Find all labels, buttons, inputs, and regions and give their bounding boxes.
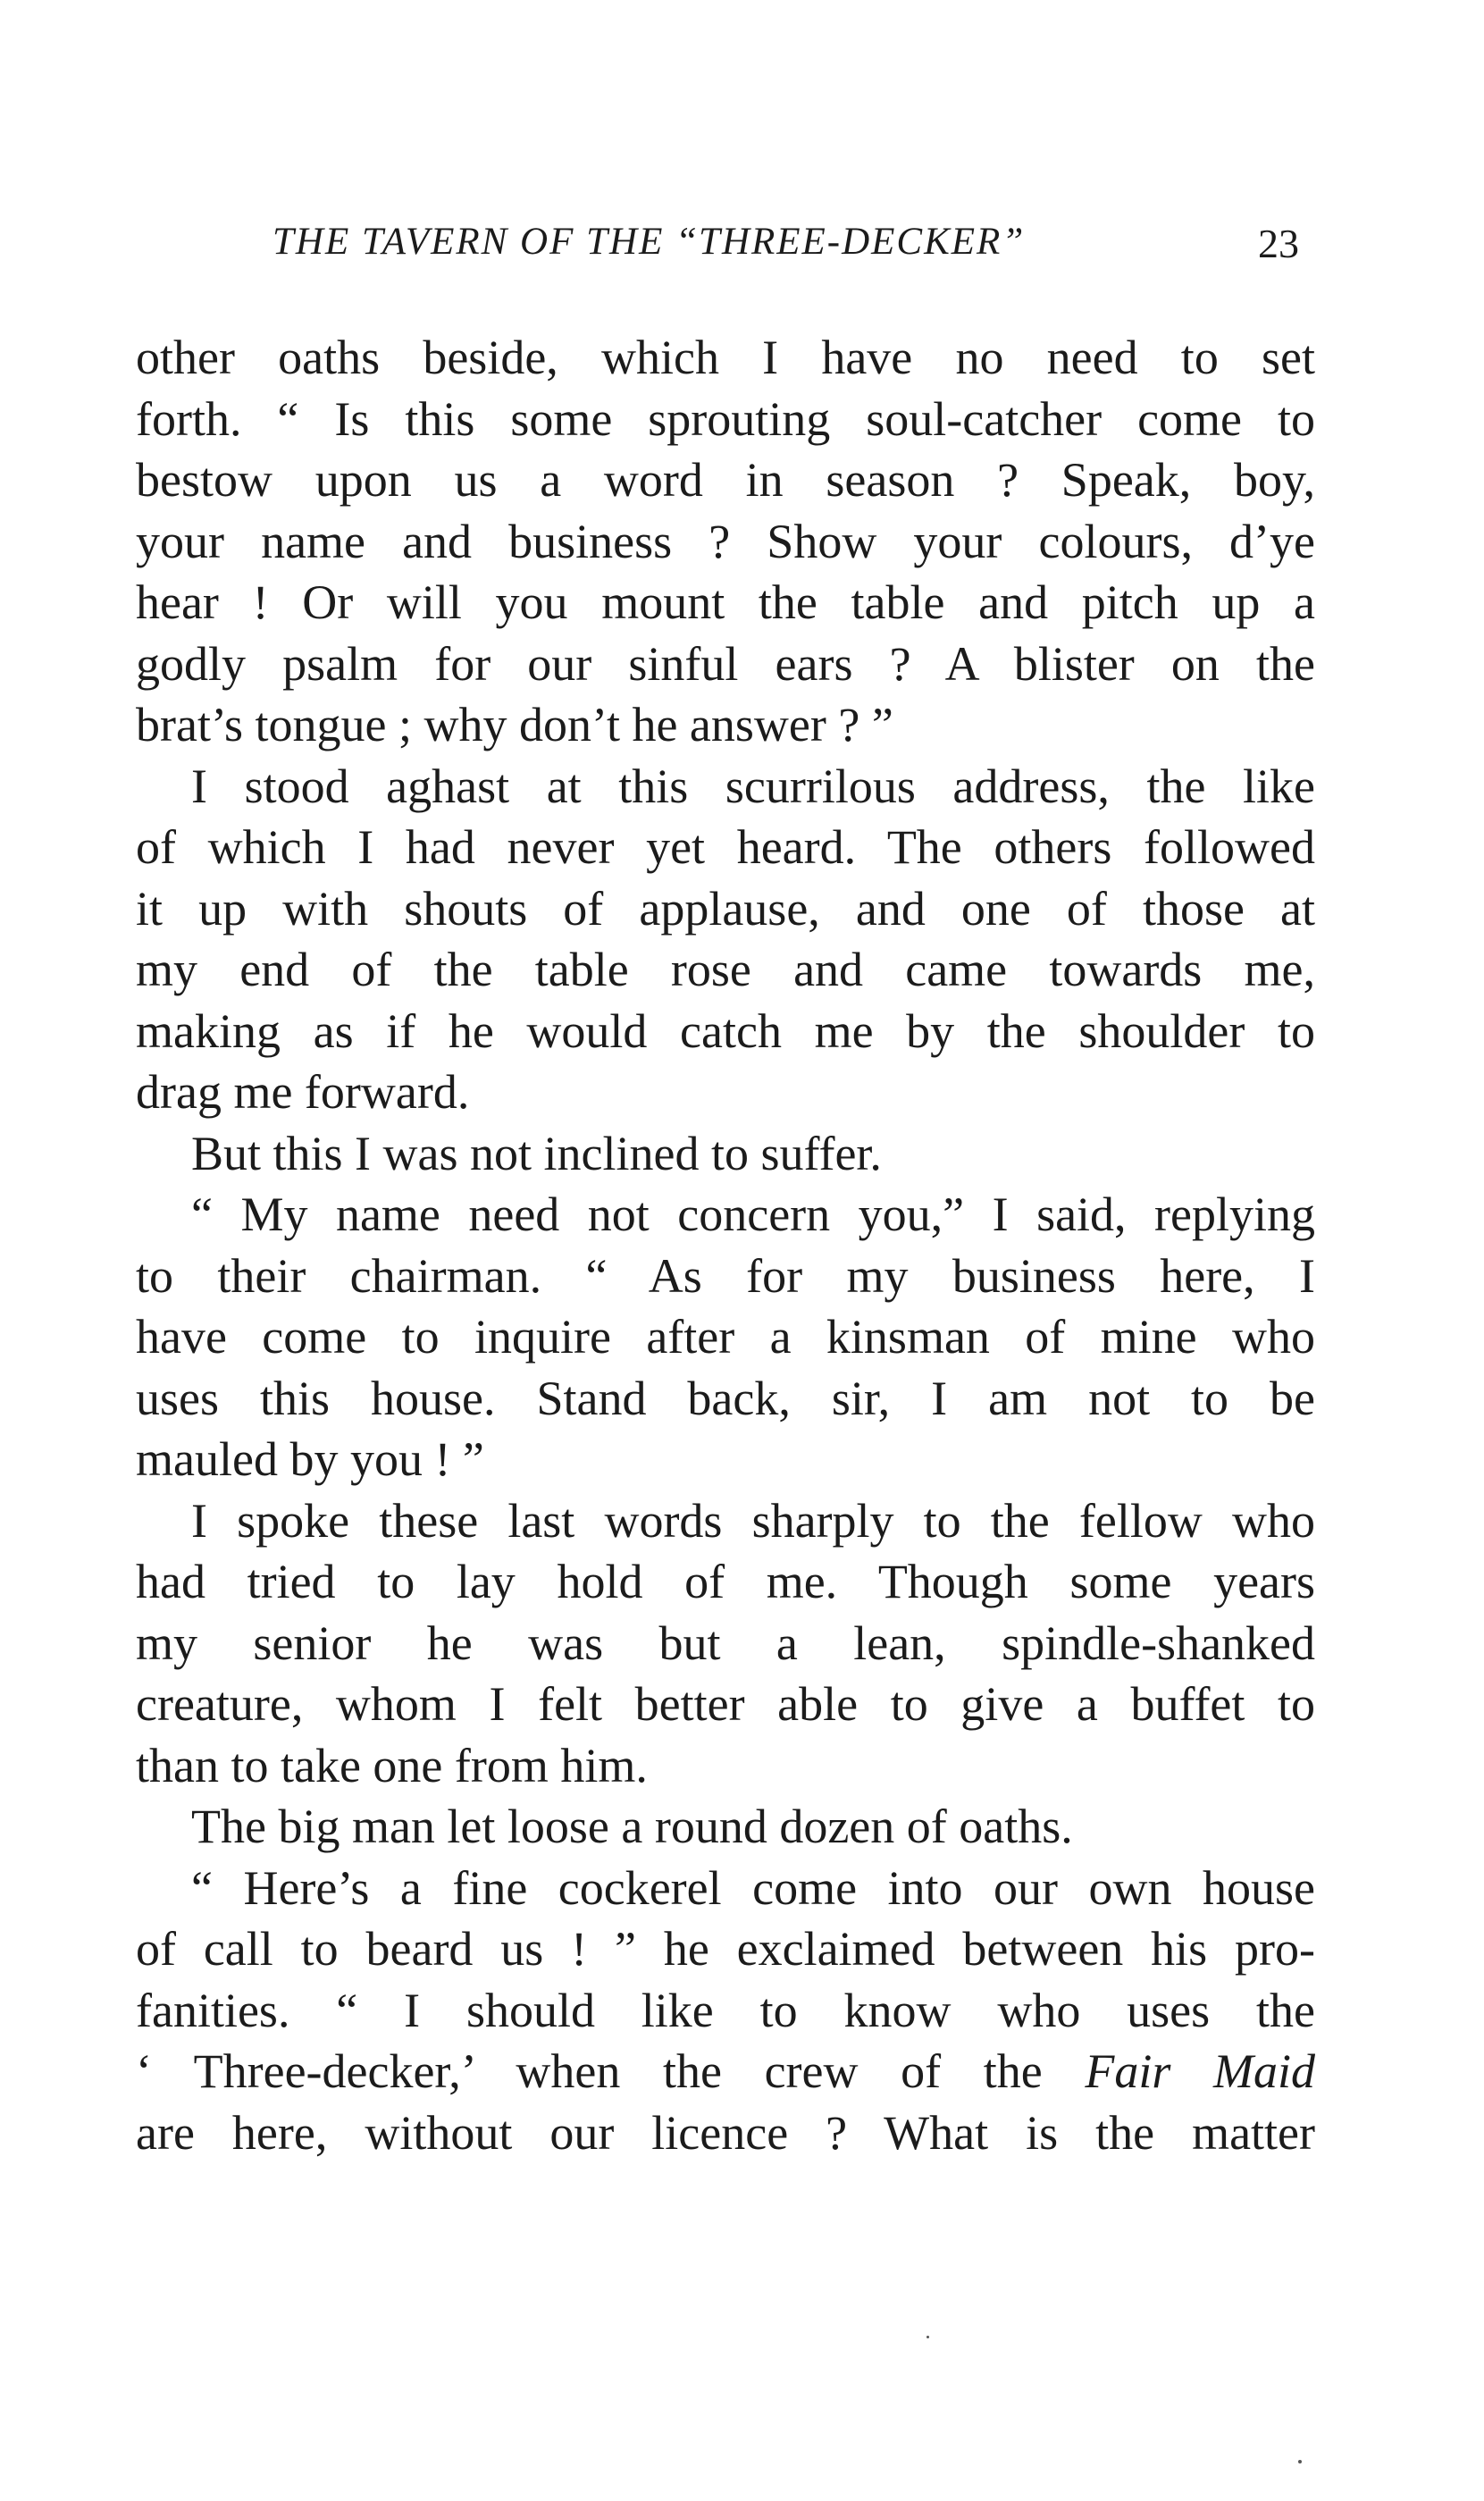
text-line: brat’s tongue ; why don’t he answer ? ” bbox=[136, 698, 893, 751]
text-line: I spoke these last words sharply to the fellow who bbox=[191, 1493, 1315, 1548]
text-line: “ Here’s a fine cockerel come into our own house bbox=[191, 1860, 1315, 1915]
text-line: your name and business ? Show your colours, d’ye bbox=[136, 514, 1315, 568]
text-line: “ My name need not concern you,” I said, replying bbox=[191, 1188, 1315, 1241]
text-line: But this I was not inclined to suffer. bbox=[191, 1126, 882, 1180]
running-header bbox=[272, 220, 1327, 264]
text-line: are here, without our licence ? What is the matter bbox=[136, 2105, 1315, 2160]
print-speck bbox=[1298, 2460, 1302, 2463]
text-line: hear ! Or will you mount the table and pitch up a bbox=[136, 575, 1315, 629]
text-line: of which I had never yet heard. The others followed bbox=[136, 820, 1315, 874]
text-line: ‘ Three-decker,’ when the crew of the Fair Maid bbox=[136, 2044, 1315, 2098]
text-line: my end of the table rose and came towards me, bbox=[136, 943, 1315, 996]
page-number: 23 bbox=[1258, 221, 1299, 266]
text-line: of call to beard us ! ” he exclaimed between his pro- bbox=[136, 1922, 1315, 1976]
text-line: forth. “ Is this some sprouting soul-catcher come to bbox=[136, 391, 1315, 446]
text-line: fanities. “ I should like to know who uses the bbox=[136, 1983, 1315, 2037]
text-line: have come to inquire after a kinsman of mine who bbox=[136, 1310, 1315, 1364]
text-line: it up with shouts of applause, and one of those at bbox=[136, 881, 1315, 936]
text-line: mauled by you ! ” bbox=[136, 1432, 484, 1486]
print-speck bbox=[926, 2336, 929, 2338]
running-title: THE TAVERN OF THE “THREE-DECKER” bbox=[272, 221, 1026, 263]
text-line: making as if he would catch me by the shoulder to bbox=[136, 1003, 1315, 1058]
text-line: to their chairman. “ As for my business here, I bbox=[136, 1248, 1315, 1303]
text-line: The big man let loose a round dozen of oaths. bbox=[191, 1800, 1073, 1853]
text-line: other oaths beside, which I have no need to set bbox=[136, 331, 1315, 384]
text-line: I stood aghast at this scurrilous address, the like bbox=[191, 759, 1315, 813]
text-line: my senior he was but a lean, spindle-shanked bbox=[136, 1616, 1315, 1670]
text-line: had tried to lay hold of me. Though some years bbox=[136, 1555, 1315, 1608]
text-line: godly psalm for our sinful ears ? A blister on the bbox=[136, 636, 1315, 691]
text-line: bestow upon us a word in season ? Speak, boy, bbox=[136, 453, 1315, 507]
body-text bbox=[136, 327, 1315, 2163]
text-line: uses this house. Stand back, sir, I am not to be bbox=[136, 1371, 1315, 1425]
text-line: drag me forward. bbox=[136, 1065, 470, 1119]
text-line: than to take one from him. bbox=[136, 1738, 648, 1792]
text-line: creature, whom I felt better able to give a buffet to bbox=[136, 1677, 1315, 1731]
